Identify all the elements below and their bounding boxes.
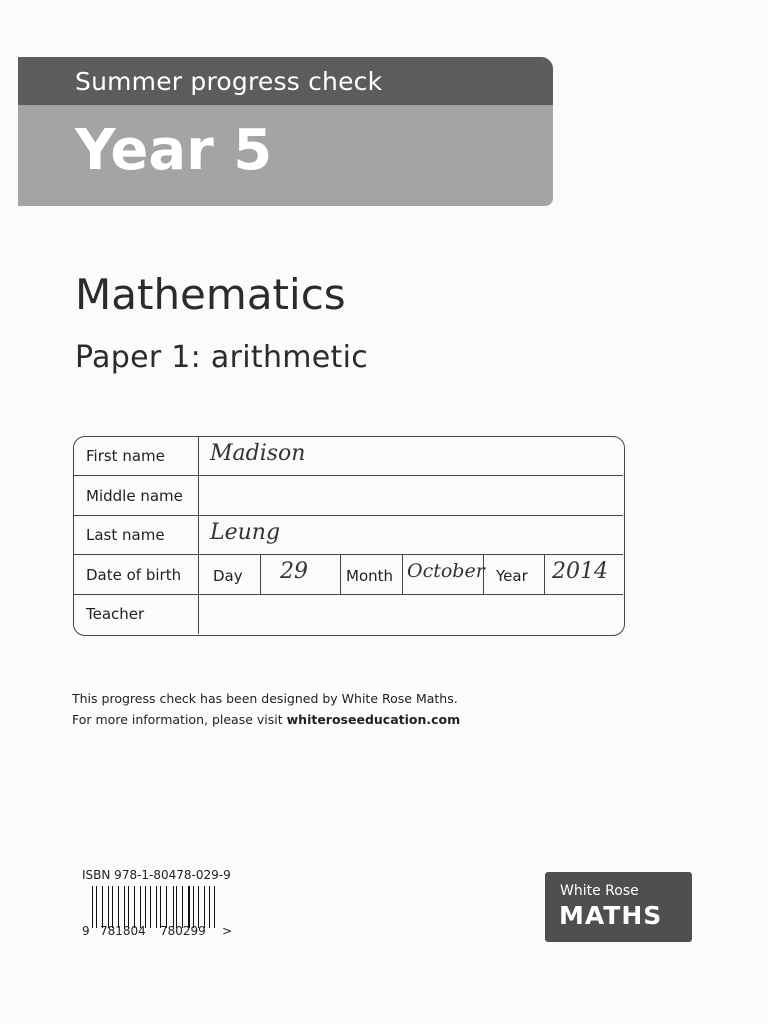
last-name-label: Last name xyxy=(86,526,165,544)
barcode-bar xyxy=(212,886,213,928)
white-rose-maths-logo xyxy=(545,872,692,942)
paper-heading: Paper 1: arithmetic xyxy=(75,340,369,375)
barcode-digit-first: 9 xyxy=(82,924,90,938)
dob-divider xyxy=(402,554,403,594)
barcode-bar xyxy=(169,886,170,928)
day-label: Day xyxy=(213,567,243,585)
subject-heading: Mathematics xyxy=(75,270,346,319)
barcode-bar xyxy=(150,886,151,928)
row-divider xyxy=(74,594,623,595)
barcode-bar xyxy=(176,886,177,928)
last-name-field[interactable]: Leung xyxy=(210,520,281,545)
year-label: Year xyxy=(496,567,528,585)
student-details-form xyxy=(73,436,625,636)
middle-name-field[interactable] xyxy=(210,480,610,510)
barcode-bar xyxy=(128,886,129,928)
logo-bottom-text: MATHS xyxy=(559,901,663,930)
barcode-bar xyxy=(142,886,143,928)
dob-divider xyxy=(544,554,545,594)
middle-name-label: Middle name xyxy=(86,487,183,505)
year-field[interactable]: 2014 xyxy=(552,559,608,584)
barcode-digits-group-2: 780299 xyxy=(160,924,206,938)
row-divider xyxy=(74,554,623,555)
barcode-bar xyxy=(100,886,101,928)
barcode-digits-group-1: 781804 xyxy=(100,924,146,938)
column-divider xyxy=(198,437,199,634)
barcode-bar xyxy=(118,886,119,928)
teacher-label: Teacher xyxy=(86,605,145,623)
barcode-bar xyxy=(184,886,185,928)
dob-divider xyxy=(260,554,261,594)
barcode-bar xyxy=(92,886,93,928)
barcode-bar xyxy=(116,886,117,928)
row-divider xyxy=(74,475,623,476)
logo-top-text: White Rose xyxy=(560,883,639,899)
banner-subtitle: Summer progress check xyxy=(75,67,383,96)
row-divider xyxy=(74,515,623,516)
dob-divider xyxy=(340,554,341,594)
first-name-label: First name xyxy=(86,447,165,465)
barcode-bar xyxy=(198,886,199,928)
first-name-field[interactable]: Madison xyxy=(210,441,306,466)
dob-label: Date of birth xyxy=(86,566,182,584)
month-field[interactable]: October xyxy=(407,560,485,582)
barcode-bar xyxy=(164,886,165,928)
info-line-2 xyxy=(72,709,460,730)
barcode-bar xyxy=(153,886,154,928)
website-link[interactable]: whiteroseeducation.com xyxy=(286,712,461,727)
banner-title: Year 5 xyxy=(75,118,273,183)
barcode-bar xyxy=(206,886,207,928)
barcode-bar xyxy=(108,886,109,928)
barcode-digit-end: > xyxy=(222,924,233,938)
info-line-2-prefix: For more information, please visit xyxy=(72,712,287,727)
info-text xyxy=(72,688,460,730)
isbn-text: ISBN 978-1-80478-029-9 xyxy=(82,868,231,882)
title-banner xyxy=(18,57,553,206)
teacher-field[interactable] xyxy=(210,599,610,629)
month-label: Month xyxy=(346,567,394,585)
barcode-icon xyxy=(92,886,220,928)
info-line-1: This progress check has been designed by White Rose Maths. xyxy=(72,691,458,706)
day-field[interactable]: 29 xyxy=(280,559,308,584)
barcode-bar xyxy=(188,886,189,928)
barcode-bar xyxy=(134,886,135,928)
